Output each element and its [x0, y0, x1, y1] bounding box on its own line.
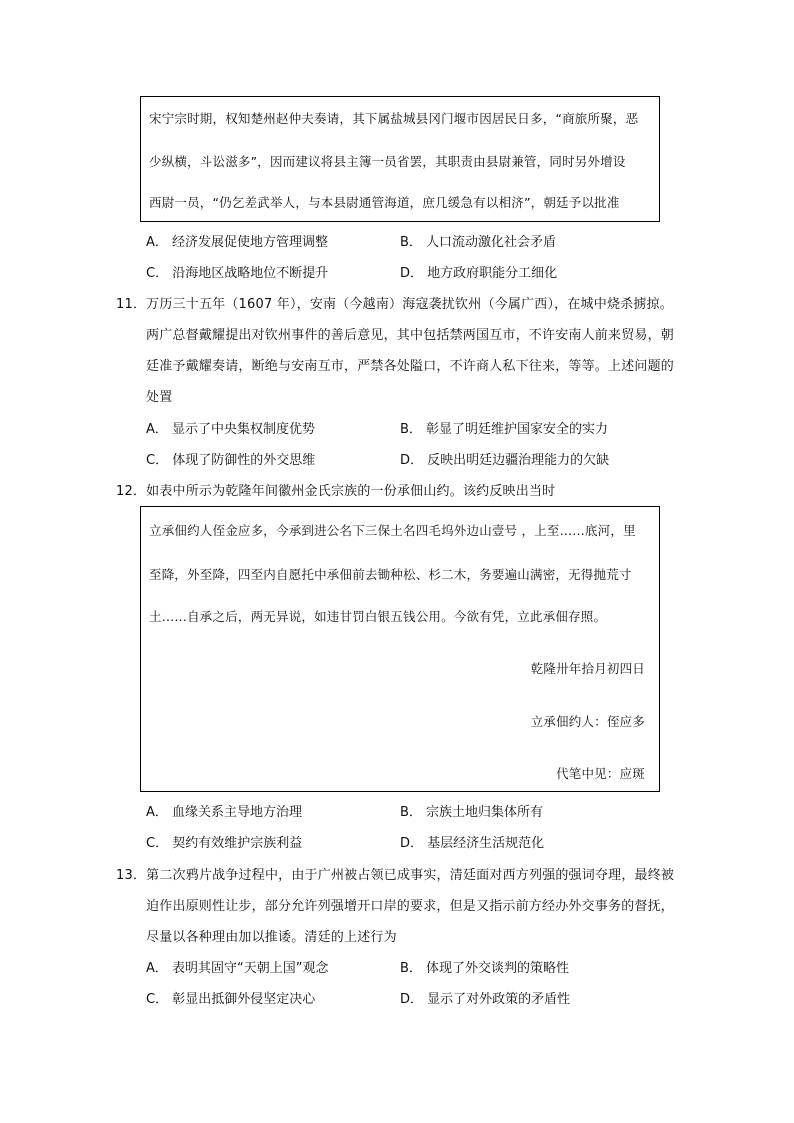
q12-material-line-2: 至降，外至降，四至内自愿托中承佃前去锄种松、杉二木，务要遍山满密，无得抛荒寸 [149, 567, 632, 582]
q11-stem-line-3: 廷准予戴耀奏请，断绝与安南互市，严禁各处隘口，不许商人私下往来，等等。上述问题的 [146, 359, 675, 374]
q10-option-c[interactable]: C． 沿海地区战略地位不断提升 [146, 266, 329, 281]
q11-stem-line-2: 两广总督戴耀提出对钦州事件的善后意见，其中包括禁两国互市，不许安南人前来贸易，朝 [146, 328, 675, 343]
q12-signature-witness: 代笔中见：应斑 [556, 766, 645, 781]
q12-option-a[interactable]: A． 血缘关系主导地方治理 [146, 805, 303, 820]
q10-option-d[interactable]: D． 地方政府职能分工细化 [400, 266, 558, 281]
q13-option-b[interactable]: B． 体现了外交谈判的策略性 [400, 961, 570, 976]
q10-material-box [140, 96, 660, 222]
q13-stem-line-3: 尽量以各种理由加以推诿。清廷的上述行为 [146, 930, 397, 945]
q12-signature-tenant: 立承佃约人：侄应多 [530, 714, 645, 729]
q13-stem-line-1: 13．第二次鸦片战争过程中，由于广州被占领已成事实，清廷面对西方列强的强词夺理，最终被 [116, 868, 675, 883]
q13-option-d[interactable]: D． 显示了对外政策的矛盾性 [400, 992, 571, 1007]
q10-option-a[interactable]: A． 经济发展促使地方管理调整 [146, 235, 329, 250]
q12-option-c[interactable]: C． 契约有效维护宗族利益 [146, 836, 303, 851]
q10-material-line-1: 宋宁宗时期，权知楚州赵仲夫奏请，其下属盐城县冈门堰市因居民日多，“商旅所聚，恶 [149, 111, 639, 126]
q12-option-d[interactable]: D． 基层经济生活规范化 [400, 836, 545, 851]
q11-option-a[interactable]: A． 显示了中央集权制度优势 [146, 422, 316, 437]
q11-stem-line-4: 处置 [146, 390, 173, 405]
q13-stem-line-2: 迫作出原则性让步，部分允许列强增开口岸的要求，但是又指示前方经办外交事务的督抚， [146, 899, 675, 914]
q12-material-line-1: 立承佃约人侄金应多，今承到进公名下三保土名四毛坞外边山壹号 ，上至……底河，里 [149, 523, 636, 538]
q13-option-a[interactable]: A． 表明其固守“天朝上国”观念 [146, 961, 329, 976]
q10-material-line-2: 少纵横，斗讼滋多”，因而建议将县主簿一员省罢，其职责由县尉兼管，同时另外增设 [149, 154, 626, 169]
q12-contract-box [140, 506, 660, 792]
q11-option-d[interactable]: D． 反映出明廷边疆治理能力的欠缺 [400, 453, 610, 468]
q12-stem: 12．如表中所示为乾隆年间徽州金氏宗族的一份承佃山约。该约反映出当时 [116, 484, 556, 499]
q10-option-b[interactable]: B． 人口流动激化社会矛盾 [400, 235, 557, 250]
q11-option-c[interactable]: C． 体现了防御性的外交思维 [146, 453, 316, 468]
q10-material-line-3: 西尉一员，“仍乞差武举人，与本县尉通管海道，庶几缓急有以相济”，朝廷予以批准 [149, 195, 620, 210]
q11-stem-line-1: 11．万历三十五年（1607 年），安南（今越南）海寇袭扰钦州（今属广西），在城中烧杀掳掠。 [116, 297, 673, 312]
q11-option-b[interactable]: B． 彰显了明廷维护国家安全的实力 [400, 422, 609, 437]
q12-signature-date: 乾隆卅年拾月初四日 [530, 661, 645, 676]
q12-material-line-3: 土……自承之后，两无异说，如违甘罚白银五钱公用。今欲有凭，立此承佃存照。 [149, 609, 607, 624]
q12-option-b[interactable]: B． 宗族土地归集体所有 [400, 805, 544, 820]
q13-option-c[interactable]: C． 彰显出抵御外侵坚定决心 [146, 992, 316, 1007]
